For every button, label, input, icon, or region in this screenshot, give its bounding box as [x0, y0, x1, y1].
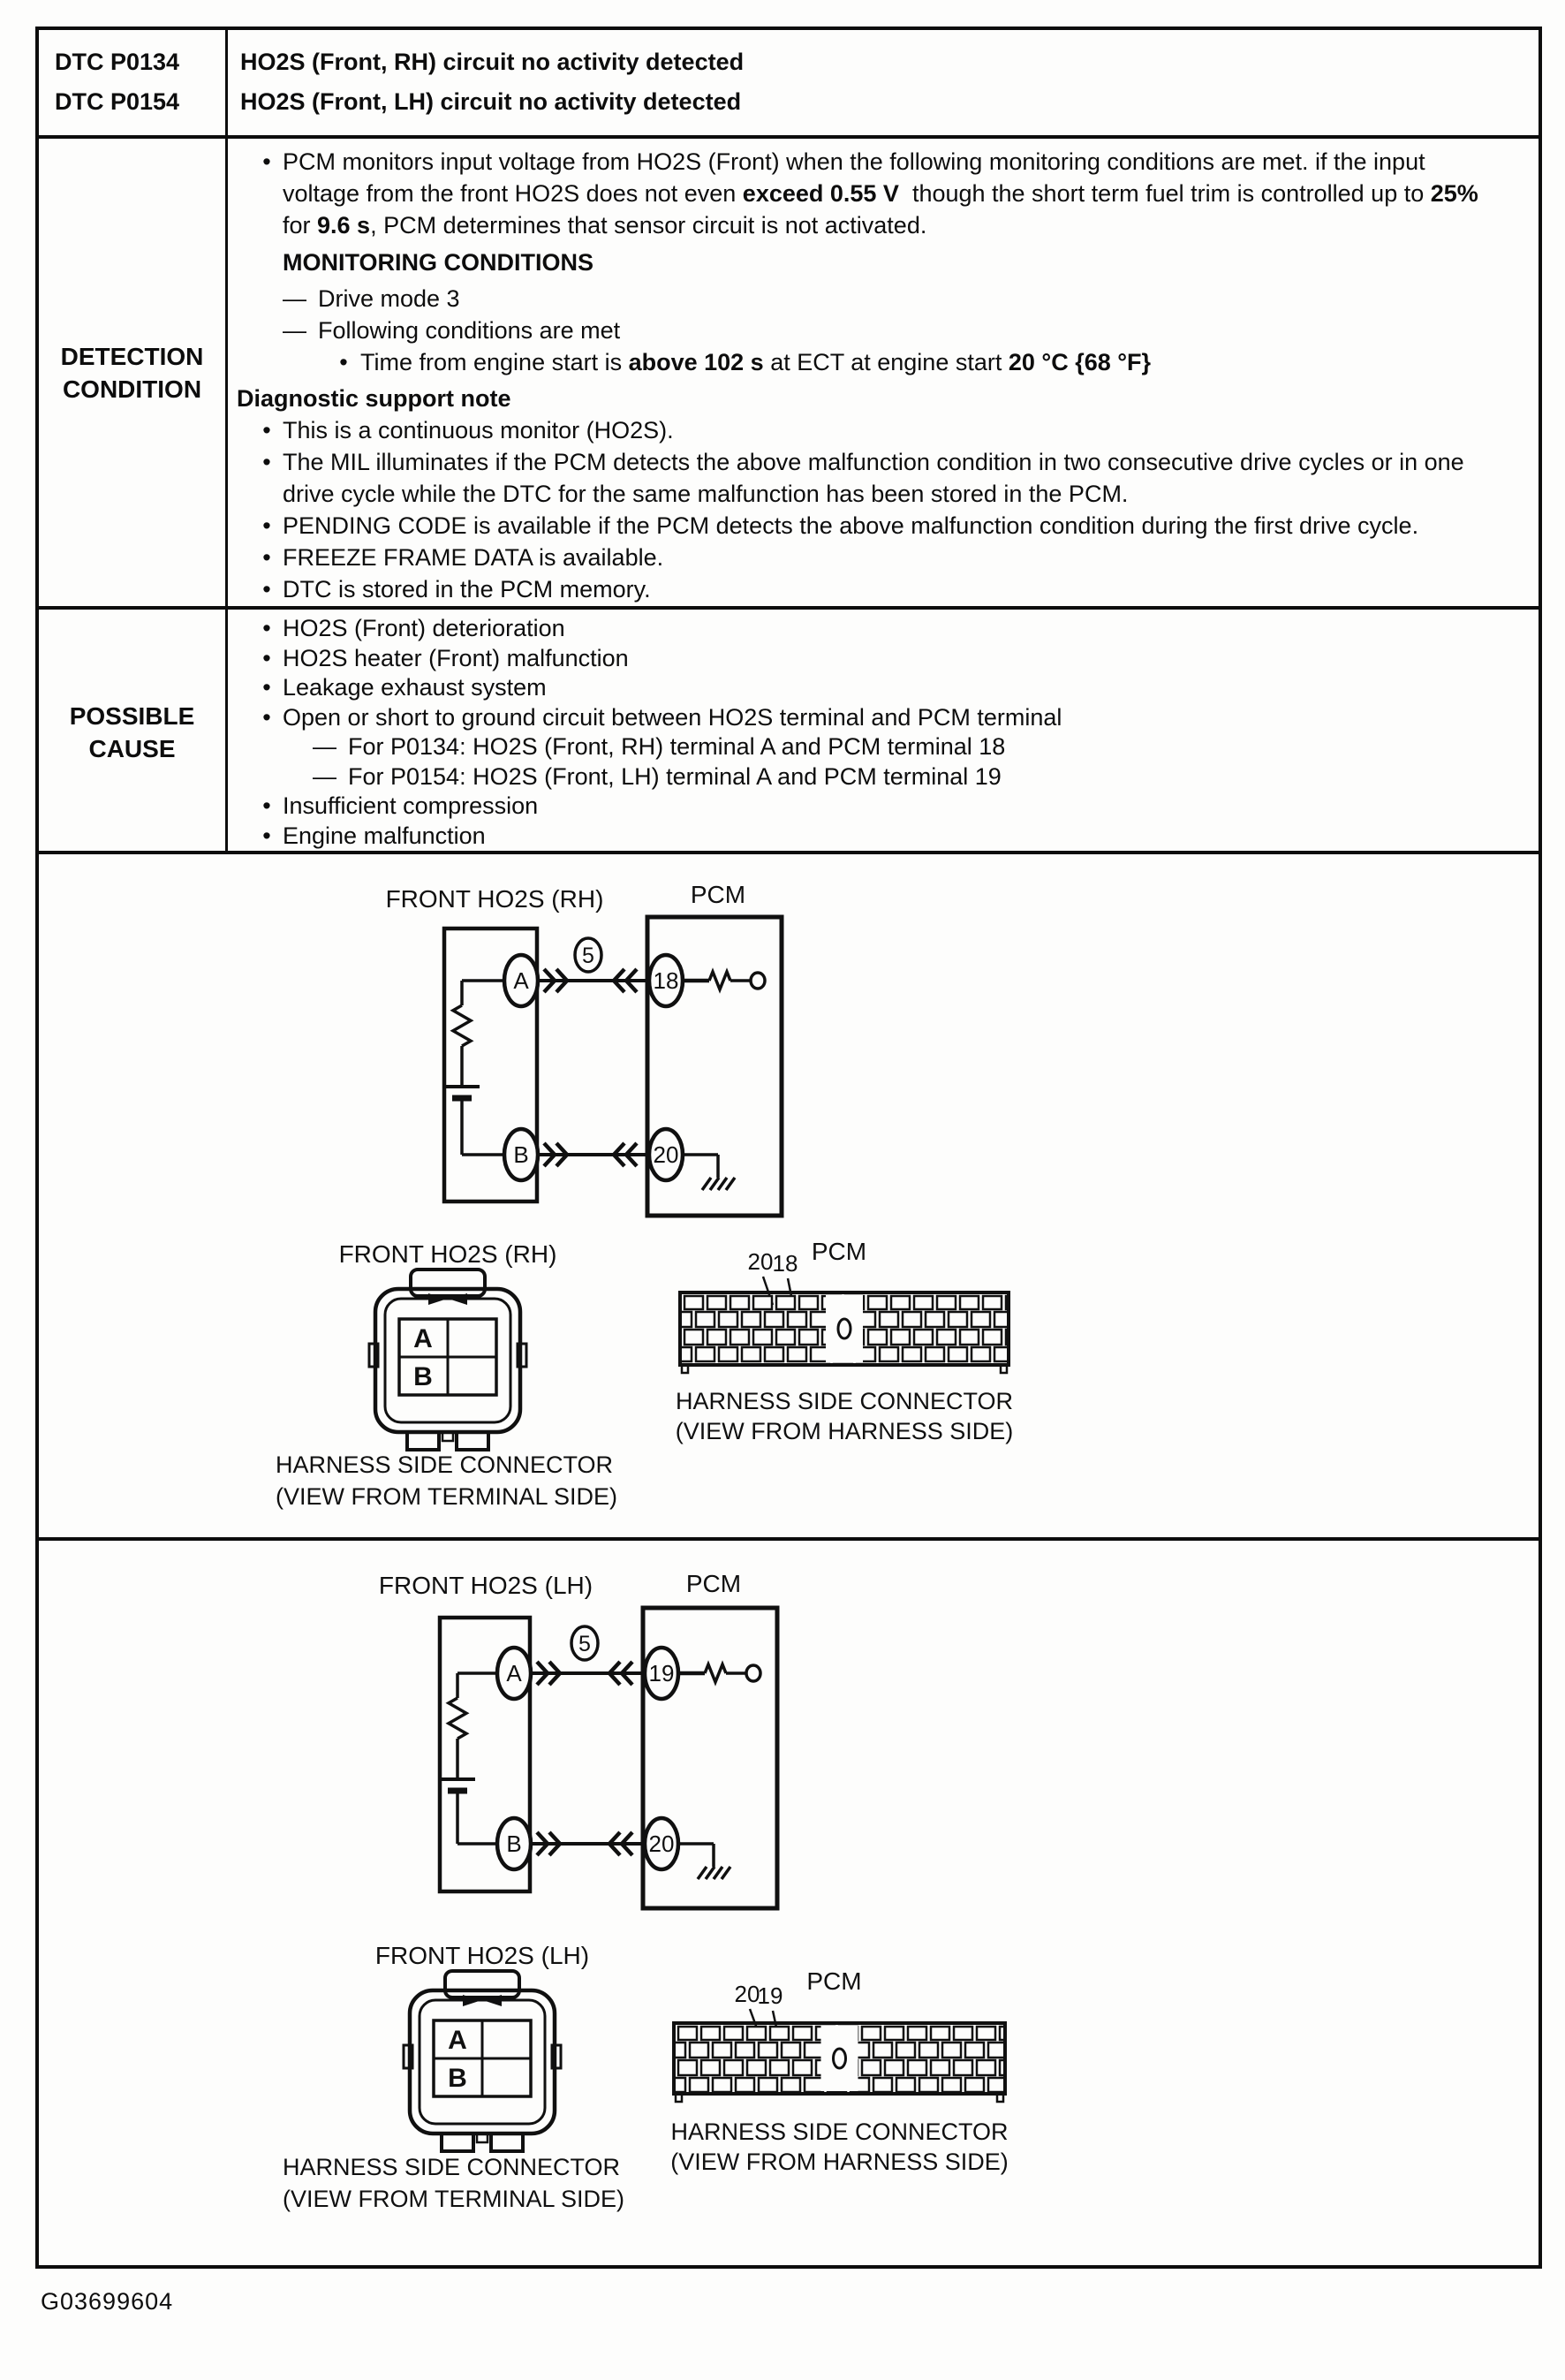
list-item: • Open or short to ground circuit between HO2S terminal and PCM terminal: [251, 703, 1526, 733]
mounting-hole-icon: [834, 2049, 846, 2068]
mounting-hole-icon: [838, 1319, 851, 1338]
connector-caption: (VIEW FROM TERMINAL SIDE): [283, 2186, 625, 2212]
bullet-icon: •: [262, 148, 271, 175]
bullet-icon: •: [262, 822, 271, 849]
bullet-icon: •: [262, 576, 271, 603]
bullet-icon: •: [262, 792, 271, 819]
pcm-connector-pin-right: 18: [772, 1250, 798, 1277]
pcm-pin-top-label: 19: [648, 1660, 675, 1686]
terminal-b-label: B: [513, 1141, 529, 1168]
connector-title: FRONT HO2S (LH): [374, 1942, 590, 1969]
sensor-resistor-icon: [453, 1005, 471, 1046]
list-item: • This is a continuous monitor (HO2S).: [251, 414, 1526, 446]
monitoring-conditions-heading: MONITORING CONDITIONS: [283, 249, 594, 276]
terminal-a-label: A: [506, 1660, 522, 1686]
terminal-a-label: A: [513, 967, 529, 994]
pcm-connector-caption: (VIEW FROM HARNESS SIDE): [675, 1418, 1014, 1444]
dtc-table: [35, 27, 1542, 854]
dtc-description: HO2S (Front, LH) circuit no activity detected: [240, 88, 742, 115]
sensor-title: FRONT HO2S (LH): [378, 1572, 593, 1599]
list-item: • Leakage exhaust system: [251, 673, 1526, 703]
dash-icon: —: [283, 285, 306, 312]
pcm-resistor-icon: [705, 1664, 726, 1682]
connector-latch-icon: [445, 1971, 519, 1997]
bullet-icon: •: [262, 512, 271, 539]
bullet-icon: •: [262, 449, 271, 475]
detection-intro: PCM monitors input voltage from HO2S (Front) when the following monitoring conditions are met. if the input voltage from the front HO2S does not even exceed 0.55 V though the short term fuel trim is controlled up to 25% for 9.6 s, PCM determines that sensor circuit is not activated.: [283, 148, 1486, 239]
wiring-diagram-rh: [39, 854, 1539, 1537]
list-item: [327, 346, 1526, 378]
pcm-title: PCM: [690, 881, 746, 908]
pcm-pin-bottom-label: 20: [653, 1141, 679, 1168]
pcm-pin-top-label: 18: [653, 967, 679, 994]
dash-icon: —: [313, 733, 336, 760]
connector-cell-b: B: [413, 1362, 433, 1391]
dtc-description-cell: [228, 30, 1539, 139]
figure-code: G03699604: [41, 2288, 174, 2315]
pcm-resistor-icon: [709, 972, 730, 989]
connector-caption: (VIEW FROM TERMINAL SIDE): [276, 1483, 618, 1510]
pcm-connector-title: PCM: [806, 1967, 862, 1995]
detection-condition-label: DETECTION CONDITION: [39, 139, 228, 610]
list-item: • DTC is stored in the PCM memory.: [251, 573, 1526, 605]
connector-caption: HARNESS SIDE CONNECTOR: [276, 1451, 614, 1478]
pcm-title: PCM: [685, 1570, 742, 1597]
open-terminal-icon: [746, 1665, 760, 1681]
wiring-diagram-panel-rh: [35, 851, 1542, 1541]
list-item: • FREEZE FRAME DATA is available.: [251, 542, 1526, 573]
open-terminal-icon: [751, 973, 765, 989]
dash-icon: —: [313, 762, 336, 790]
pcm-connector-pin-left: 20: [734, 1981, 760, 2007]
terminal-b-label: B: [506, 1830, 522, 1857]
bullet-icon: •: [339, 349, 348, 375]
list-item: — For P0154: HO2S (Front, LH) terminal A and PCM terminal 19: [313, 762, 1526, 792]
pcm-connector-pin-right: 19: [757, 1982, 783, 2009]
diagnostic-support-heading: Diagnostic support note: [237, 385, 511, 412]
connector-title: FRONT HO2S (RH): [338, 1240, 557, 1268]
bullet-icon: •: [262, 417, 271, 443]
list-item: • HO2S heater (Front) malfunction: [251, 644, 1526, 674]
pcm-connector-title: PCM: [811, 1238, 867, 1265]
list-item: • The MIL illuminates if the PCM detects the above malfunction condition in two consecutive drive cycles or in one drive cycle while the DTC for the same malfunction has been stored in the PCM.: [251, 446, 1526, 510]
wiring-diagram-lh: [39, 1541, 1539, 2265]
possible-cause-content: [228, 610, 1539, 854]
pcm-pin-bottom-label: 20: [648, 1830, 675, 1857]
connector-cell-b: B: [448, 2064, 467, 2093]
bullet-icon: •: [262, 615, 271, 641]
connector-foot-icon: [442, 2134, 473, 2151]
pcm-connector-caption: HARNESS SIDE CONNECTOR: [670, 2119, 1009, 2145]
bullet-icon: •: [262, 674, 271, 701]
connector-foot-icon: [407, 1432, 439, 1450]
list-item: • HO2S (Front) deterioration: [251, 614, 1526, 644]
list-item: — For P0134: HO2S (Front, RH) terminal A and PCM terminal 18: [313, 732, 1526, 762]
dtc-code-cell: [39, 30, 228, 139]
pcm-connector-pin-left: 20: [747, 1248, 774, 1275]
dtc-code: DTC P0154: [55, 88, 180, 115]
list-item: • Engine malfunction: [251, 822, 1526, 852]
bullet-icon: •: [262, 644, 271, 671]
connector-latch-icon: [411, 1270, 485, 1296]
list-item: — Following conditions are met: [283, 315, 1526, 346]
list-item: • PENDING CODE is available if the PCM detects the above malfunction condition during the first drive cycle.: [251, 510, 1526, 542]
connector-cell-a: A: [448, 2026, 467, 2055]
sensor-title: FRONT HO2S (RH): [385, 885, 604, 913]
wire-tag-label: 5: [578, 1632, 591, 1656]
pcm-connector-caption: HARNESS SIDE CONNECTOR: [675, 1388, 1014, 1414]
dtc-code: DTC P0134: [55, 49, 180, 75]
wiring-diagram-panel-lh: [35, 1537, 1542, 2269]
connector-foot-icon: [491, 2134, 523, 2151]
list-item: [251, 146, 1526, 241]
pcm-connector-caption: (VIEW FROM HARNESS SIDE): [670, 2149, 1009, 2175]
dash-icon: —: [283, 317, 306, 344]
wire-tag-label: 5: [582, 944, 594, 968]
bullet-icon: •: [262, 544, 271, 571]
time-condition: Time from engine start is above 102 s at ECT at engine start 20 °C {68 °F}: [360, 349, 1152, 375]
possible-cause-label: POSSIBLE CAUSE: [39, 610, 228, 854]
list-item: — Drive mode 3: [283, 283, 1526, 315]
connector-foot-icon: [457, 1432, 488, 1450]
dtc-description: HO2S (Front, RH) circuit no activity detected: [240, 49, 745, 75]
connector-caption: HARNESS SIDE CONNECTOR: [283, 2154, 621, 2180]
detection-condition-content: [228, 139, 1539, 610]
connector-cell-a: A: [413, 1324, 433, 1353]
list-item: • Insufficient compression: [251, 792, 1526, 822]
sensor-resistor-icon: [449, 1698, 466, 1739]
bullet-icon: •: [262, 703, 271, 731]
